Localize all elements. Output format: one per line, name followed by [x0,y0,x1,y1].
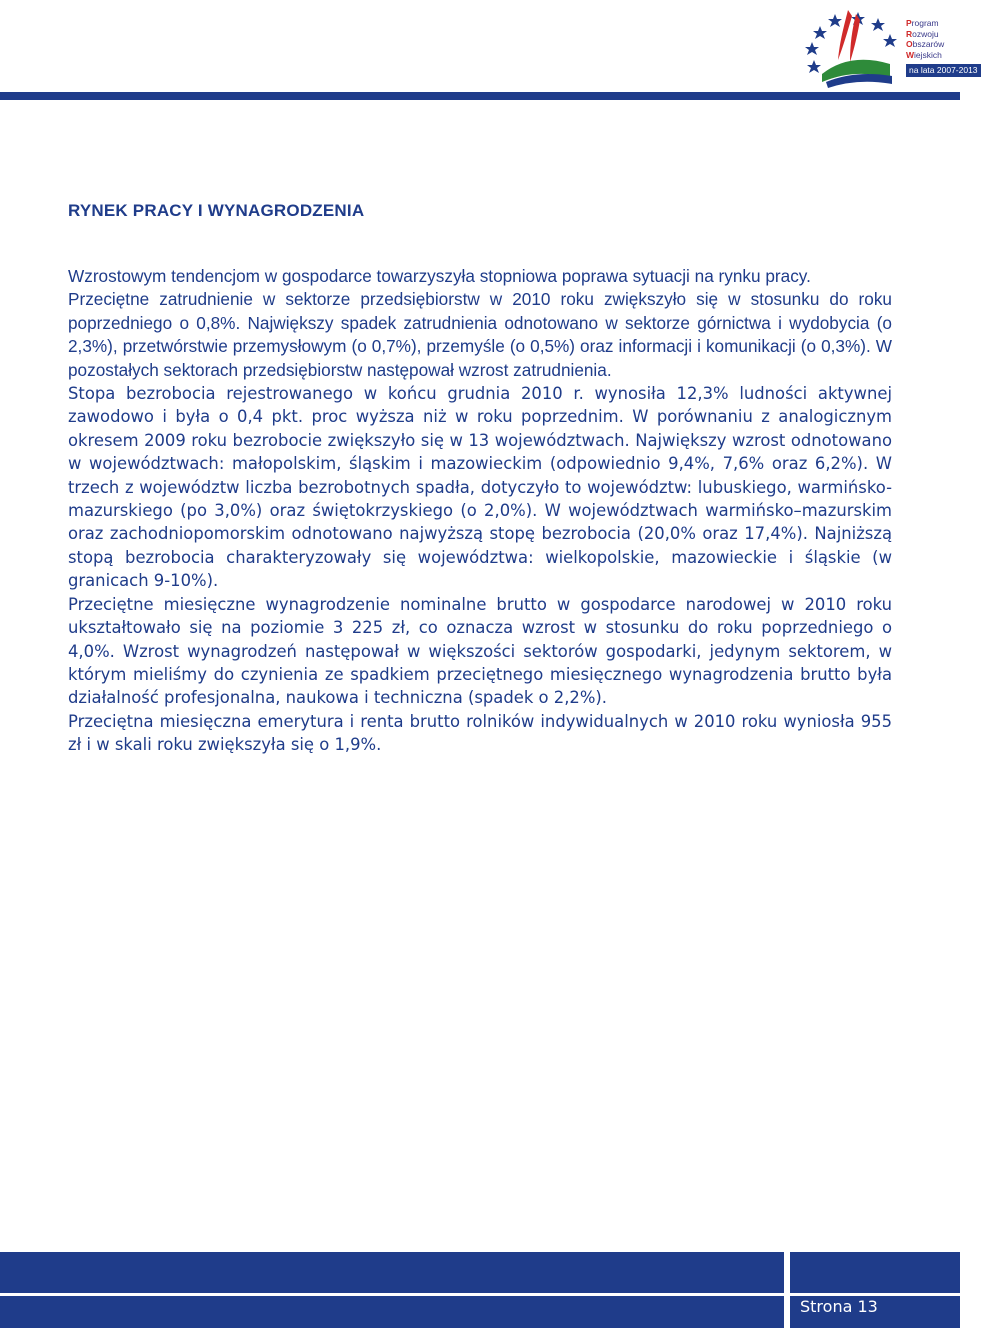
page-number: Strona 13 [800,1297,878,1316]
footer-stripe [0,1293,960,1296]
footer-bar-left [0,1252,784,1328]
section-heading: RYNEK PRACY I WYNAGRODZENIA [68,201,365,220]
logo-line-4: Wiejskich [906,49,942,60]
logo-years: na lata 2007-2013 [906,64,981,77]
prow-logo [800,4,978,88]
header-bar [0,92,960,100]
logo-line-3: Obszarów [906,39,945,50]
paragraph: Przeciętne miesięczne wynagrodzenie nominalne brutto w gospodarce narodowej w 2010 roku ukształtowało się na poziomie 3 225 zł, co oznacza wzrost w stosunku do roku poprzedniego o 4,0%. Wzrost wynagrodzeń następował w większości sektorów gospodarki, jedynym sektorem, w którym mieliśmy do czynienia ze spadkiem przeciętnego miesięcznego wynagrodzenia brutto była działalność profesjonalna, naukowa i techniczna (spadek o 2,2%). [68,594,892,708]
logo-line-1: Program [906,18,939,28]
paragraph: Przeciętne zatrudnienie w sektorze przedsiębiorstw w 2010 roku zwiększyło się w stosunku do roku poprzedniego o 0,8%. Największy spadek zatrudnienia odnotowano w sektorze górnictwa i wydobycia (o 2,3%), przetwórstwie przemysłowym (o 0,7%), przemyśle (o 0,5%) oraz informacji i komunikacji (o 0,3%). W pozostałych sektorach przedsiębiorstw następował wzrost zatrudnienia. [68,289,892,380]
paragraph: Wzrostowym tendencjom w gospodarce towarzyszyła stopniowa poprawa sytuacji na rynku pracy. [68,266,811,286]
logo-text [906,18,981,77]
paragraph: Stopa bezrobocia rejestrowanego w końcu grudnia 2010 r. wynosiła 12,3% ludności aktywnej zawodowo i była o 0,4 pkt. proc wyższa niż w roku poprzednim. W porównaniu z analogicznym okresem 2009 roku bezrobocie zwiększyło się w 13 województwach. Największy wzrost odnotowano w województwach: małopolskim, śląskim i mazowieckim (odpowiednio 9,4%, 7,6% oraz 6,2%). W trzech z województw liczba bezrobotnych spadła, dotyczyło to województw: lubuskiego, warmińsko-mazurskiego (po 3,0%) oraz świętokrzyskiego (o 2,0%). W województwach warmińsko–mazurskim oraz zachodniopomorskim odnotowano najwyższą stopę bezrobocia (20,0% oraz 17,4%). Najniższą stopą bezrobocia charakteryzowały się województwa: wielkopolskie, mazowieckie i śląskie (w granicach 9-10%). [68,384,892,591]
body-text [68,265,892,757]
logo-line-2: Rozwoju [906,28,939,39]
footer-bar-right [790,1252,960,1328]
prow-emblem-icon [800,4,906,88]
paragraph: Przeciętna miesięczna emerytura i renta brutto rolników indywidualnych w 2010 roku wyniosła 955 zł i w skali roku zwiększyła się o 1,9%. [68,711,892,755]
